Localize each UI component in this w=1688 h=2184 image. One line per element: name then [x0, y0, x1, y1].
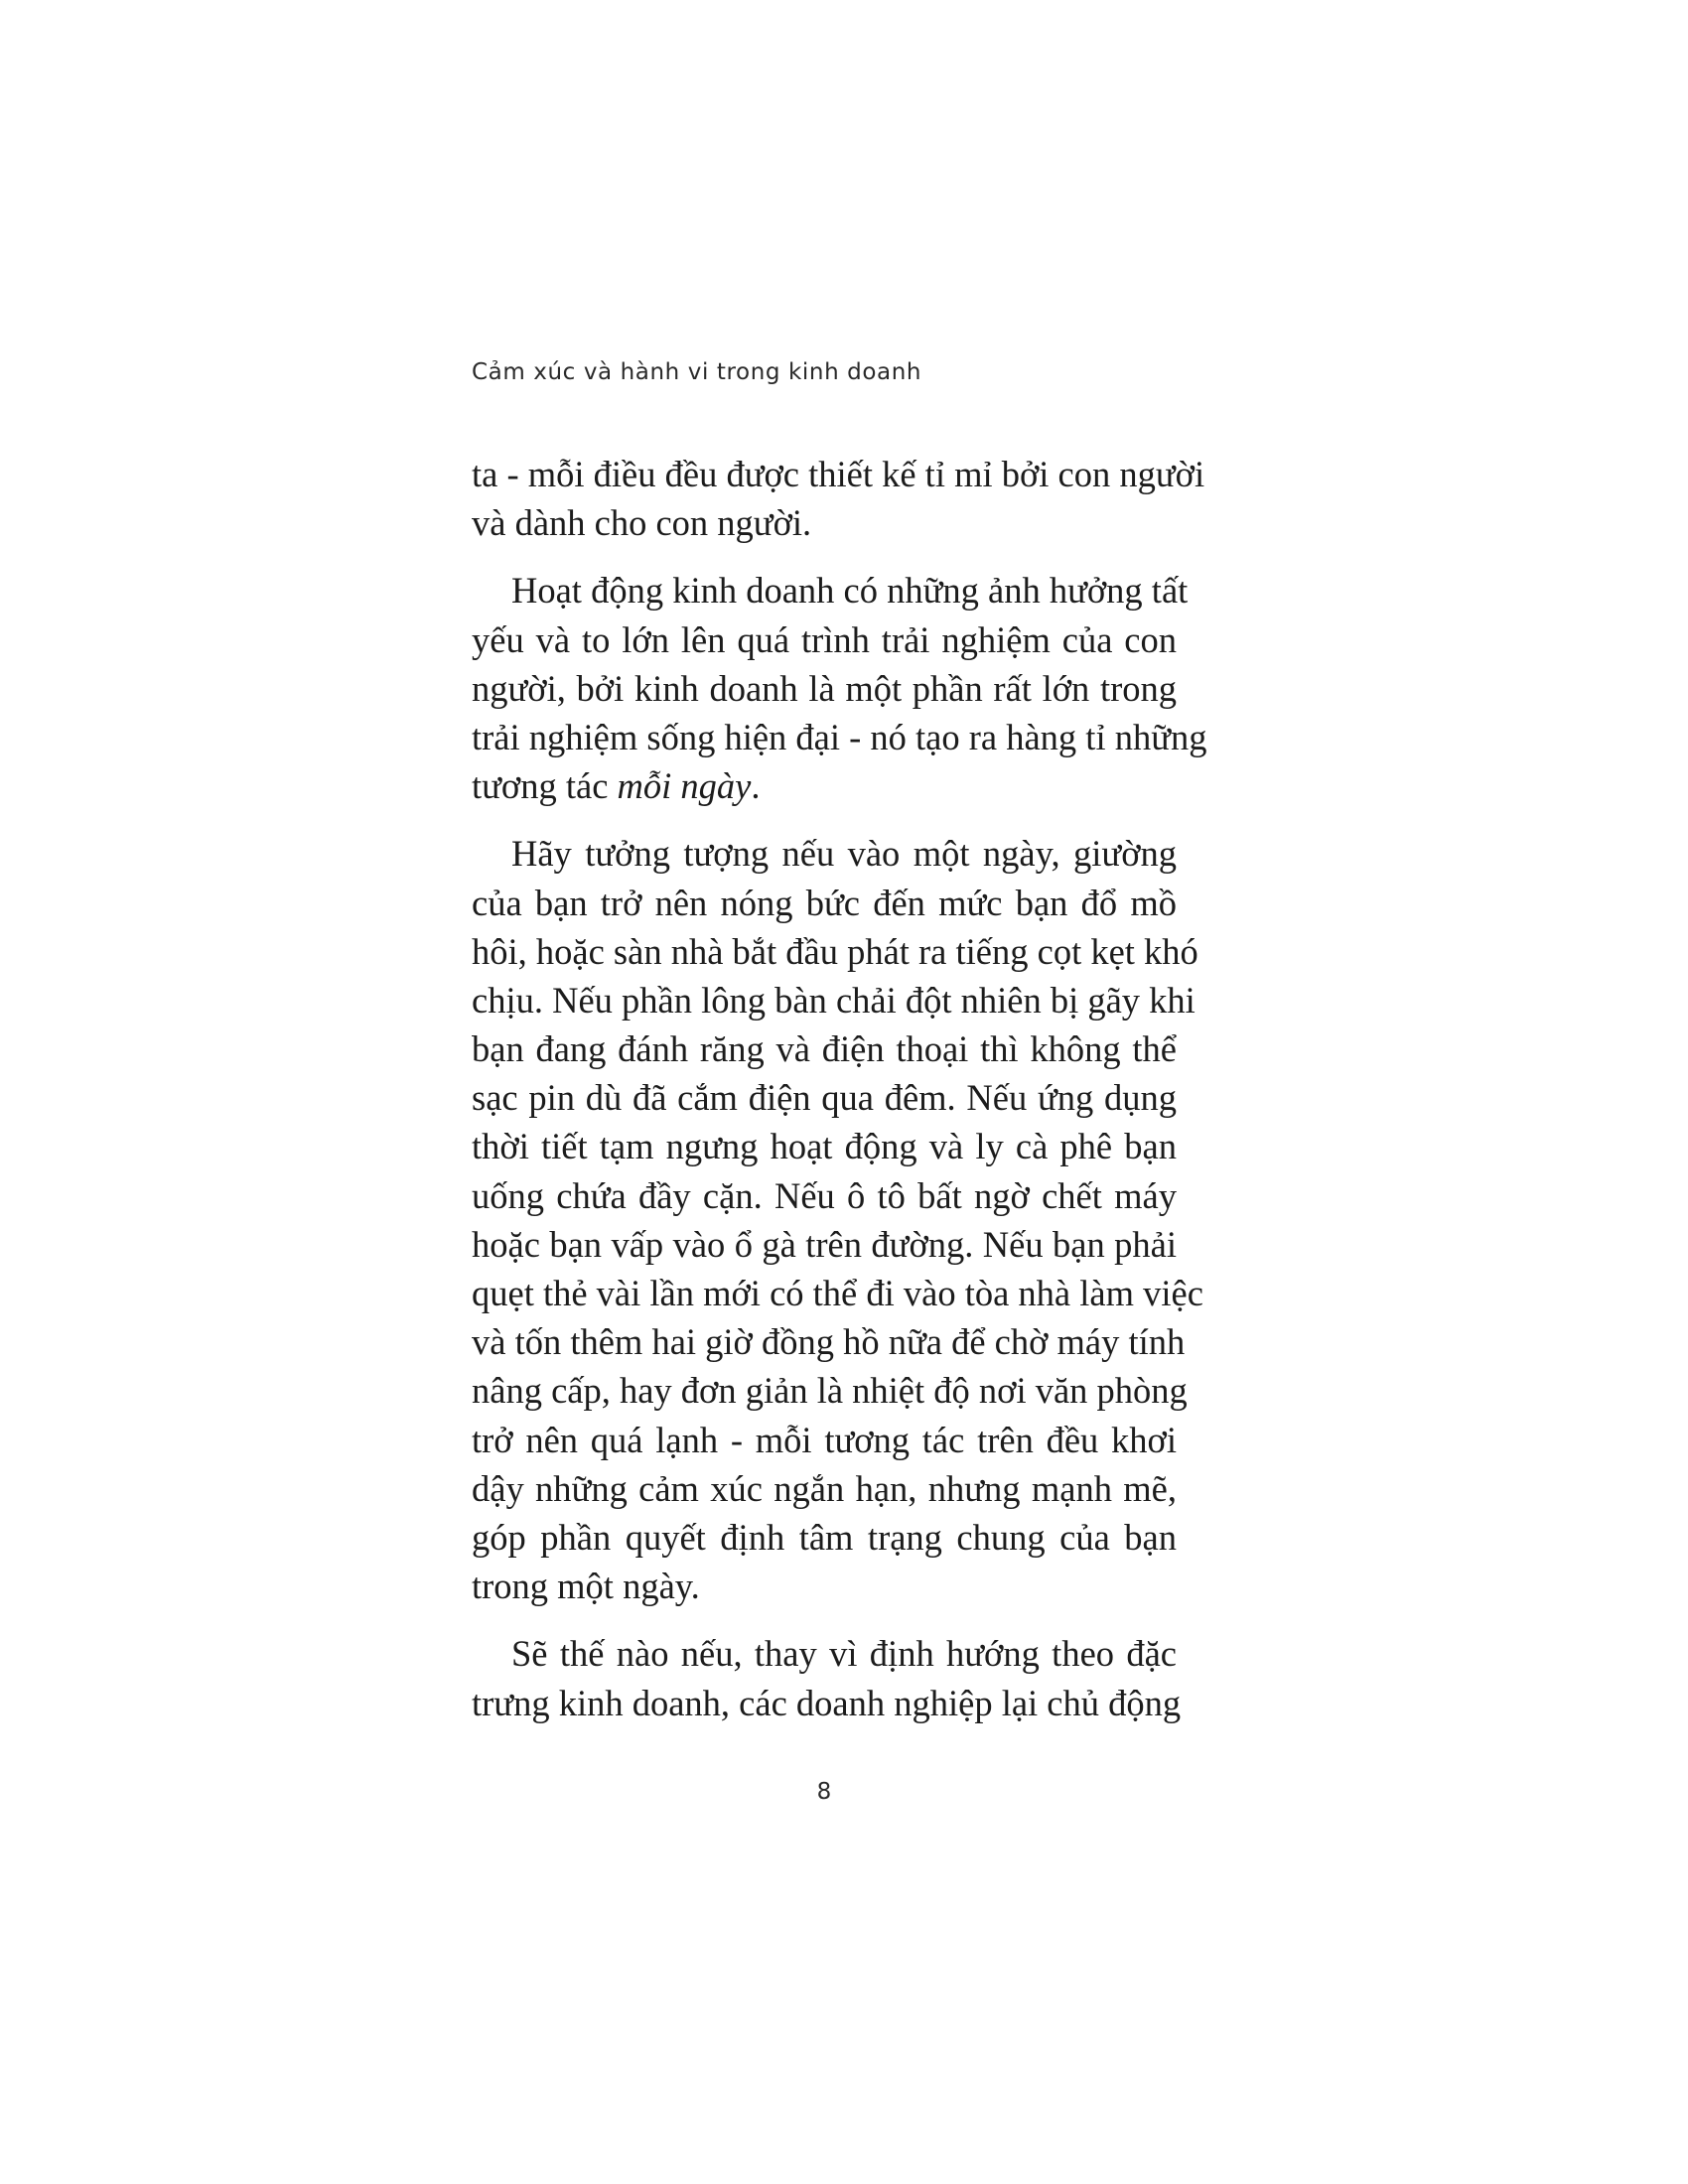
text-line: quẹt thẻ vài lần mới có thể đi vào tòa nhà làm việc: [472, 1273, 1203, 1313]
text-line: của bạn trở nên nóng bức đến mức bạn đổ mồ: [472, 882, 1177, 923]
text-fragment: tương tác: [472, 765, 618, 807]
page-number: 8: [816, 1779, 832, 1805]
text-line: trong một ngày.: [472, 1566, 700, 1607]
text-line: nâng cấp, hay đơn giản là nhiệt độ nơi văn phòng: [472, 1370, 1188, 1412]
text-line: sạc pin dù đã cắm điện qua đêm. Nếu ứng dụng: [472, 1077, 1177, 1119]
body-text: [472, 450, 1207, 1727]
text-line: trưng kinh doanh, các doanh nghiệp lại chủ động: [472, 1682, 1182, 1723]
text-fragment: .: [751, 765, 761, 807]
text-line: và dành cho con người.: [472, 502, 812, 544]
running-head: Cảm xúc và hành vi trong kinh doanh: [472, 359, 922, 385]
text-line: trở nên quá lạnh - mỗi tương tác trên đều khơi: [472, 1419, 1177, 1460]
text-line: trải nghiệm sống hiện đại - nó tạo ra hàng tỉ những: [472, 716, 1207, 757]
text-line: Sẽ thế nào nếu, thay vì định hướng theo đặc: [511, 1633, 1177, 1675]
text-line: chịu. Nếu phần lông bàn chải đột nhiên bị gãy khi: [472, 979, 1196, 1021]
text-line: dậy những cảm xúc ngắn hạn, nhưng mạnh mẽ,: [472, 1467, 1177, 1509]
text-line: uống chứa đầy cặn. Nếu ô tô bất ngờ chết máy: [472, 1174, 1177, 1216]
text-line: ta - mỗi điều đều được thiết kế tỉ mỉ bởi con người: [472, 454, 1205, 494]
text-line: thời tiết tạm ngưng hoạt động và ly cà phê bạn: [472, 1126, 1177, 1167]
emphasis-text: mỗi ngày: [617, 765, 752, 807]
text-line: và tốn thêm hai giờ đồng hồ nữa để chờ máy tính: [472, 1321, 1186, 1363]
text-line: [472, 761, 1177, 810]
text-line: góp phần quyết định tâm trạng chung của bạn: [472, 1516, 1177, 1558]
text-line: người, bởi kinh doanh là một phần rất lớn trong: [472, 667, 1177, 709]
text-line: hoặc bạn vấp vào ổ gà trên đường. Nếu bạn phải: [472, 1223, 1177, 1265]
text-line: Hãy tưởng tượng nếu vào một ngày, giường: [511, 833, 1177, 875]
text-line: Hoạt động kinh doanh có những ảnh hưởng tất: [511, 570, 1189, 612]
text-line: hôi, hoặc sàn nhà bắt đầu phát ra tiếng cọt kẹt khó: [472, 930, 1198, 972]
text-line: yếu và to lớn lên quá trình trải nghiệm của con: [472, 618, 1177, 660]
text-line: bạn đang đánh răng và điện thoại thì không thể: [472, 1028, 1177, 1070]
